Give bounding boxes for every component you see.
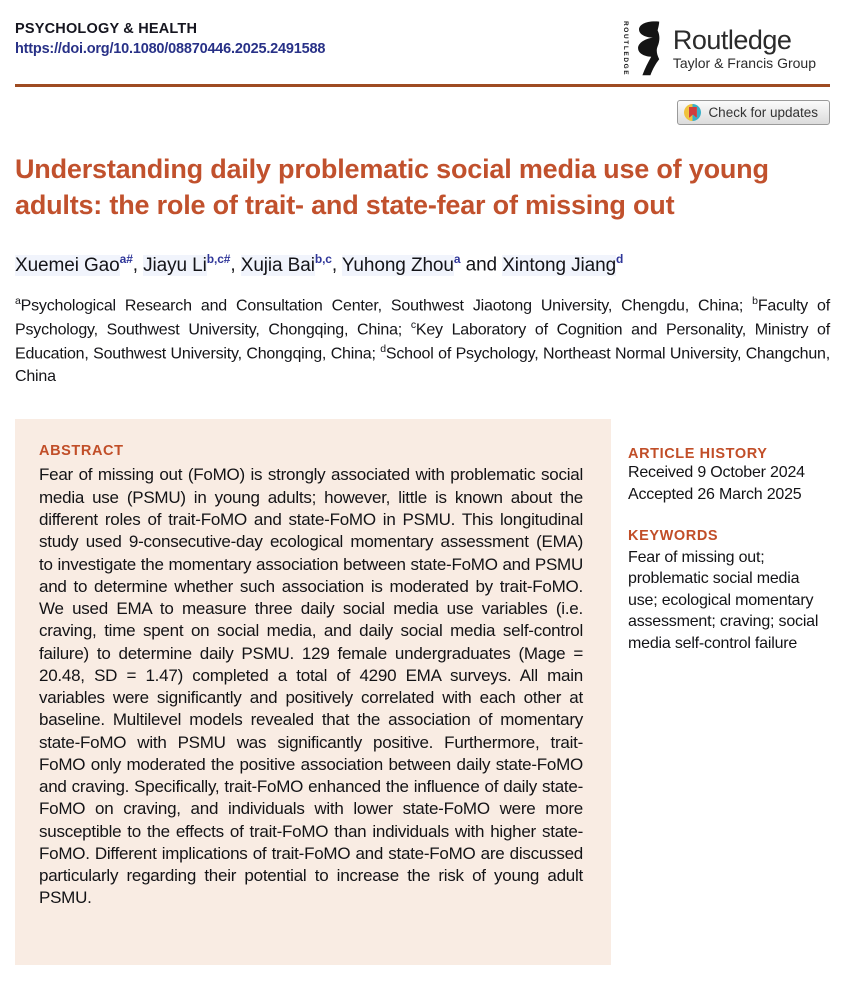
badge-row bbox=[15, 100, 830, 125]
abstract-body: Fear of missing out (FoMO) is strongly associated with problematic social media use (PSMU) in young adults; however, little is known about the different roles of trait-FoMO and state-FoMO in PSMU. This longitudinal study used 9-consecutive-day ecological momentary assessment (EMA) to investigate the momentary association between state-FoMO and PSMU and to determine whether such association is moderated by trait-FoMO. We used EMA to measure three daily social media use variables (i.e. craving, time spent on social media, and daily social media self-control failure) to determine daily PSMU. 129 female undergraduates (Mage = 20.48, SD = 1.47) completed a total of 4290 EMA surveys. All main variables were significantly and positively correlated with each other at baseline. Multilevel models revealed that the association of momentary state-FoMO with PSMU was significantly positive. Furthermore, trait-FoMO only moderated the positive association between daily state-FoMO and craving. Specifically, trait-FoMO enhanced the influence of daily state-FoMO on craving, and individuals with lower state-FoMO were more susceptible to the effects of trait-FoMO than individuals with higher state-FoMO. Different implications of trait-FoMO and state-FoMO are discussed particularly regarding their potential to increase the risk of young adult PSMU. bbox=[39, 465, 583, 908]
doi-link[interactable]: https://doi.org/10.1080/08870446.2025.2491588 bbox=[15, 41, 326, 58]
author-separator: , bbox=[331, 254, 342, 276]
author-affiliation-marker: a bbox=[453, 252, 461, 267]
keywords-heading: KEYWORDS bbox=[628, 527, 719, 544]
check-for-updates-label: Check for updates bbox=[708, 105, 818, 120]
keywords-text: Fear of missing out; problematic social media use; ecological momentary assessment; craving; social media self-control failure bbox=[628, 548, 819, 652]
author-name: Xintong Jiang bbox=[502, 254, 617, 276]
article-history-section bbox=[628, 446, 830, 505]
keywords-section bbox=[628, 528, 830, 655]
article-meta-sidebar bbox=[628, 419, 830, 965]
check-for-updates-button[interactable] bbox=[677, 100, 830, 125]
author-affiliation-marker: b,c# bbox=[206, 252, 231, 267]
affiliations bbox=[15, 294, 830, 389]
crossmark-bookmark-icon bbox=[689, 107, 697, 118]
routledge-wordmark bbox=[673, 20, 816, 71]
routledge-logo bbox=[622, 20, 816, 76]
header-divider bbox=[15, 84, 830, 87]
affiliation-marker: b bbox=[752, 294, 758, 307]
author-affiliation-marker: a# bbox=[119, 252, 133, 267]
affiliation-text: School of Psychology, Northeast Normal University, Changchun, China bbox=[15, 345, 830, 385]
author-name: Xujia Bai bbox=[240, 254, 315, 276]
author-affiliation-marker: b,c bbox=[314, 252, 332, 267]
routledge-r-icon bbox=[631, 20, 665, 76]
affiliation-marker: c bbox=[410, 318, 416, 331]
author-affiliation-marker: d bbox=[616, 252, 624, 267]
author-name: Yuhong Zhou bbox=[341, 254, 454, 276]
author-separator: and bbox=[460, 254, 503, 276]
routledge-brand-text: Routledge bbox=[672, 25, 792, 55]
journal-block bbox=[15, 20, 325, 59]
author-separator: , bbox=[230, 254, 241, 276]
accepted-date: Accepted 26 March 2025 bbox=[628, 486, 802, 504]
author-list bbox=[15, 252, 830, 276]
affiliation-text: Faculty of Psychology, Southwest University, Chongqing, China; bbox=[15, 296, 830, 338]
routledge-vertical-text: ROUTLEDGE bbox=[621, 21, 629, 77]
article-history-heading: ARTICLE HISTORY bbox=[628, 446, 768, 463]
author-name: Jiayu Li bbox=[143, 254, 207, 276]
affiliation-marker: d bbox=[380, 342, 386, 355]
author-separator: , bbox=[132, 254, 144, 276]
affiliation-text: Psychological Research and Consultation Center, Southwest Jiaotong University, Chengdu, China; bbox=[20, 296, 753, 314]
abstract-heading: ABSTRACT bbox=[39, 443, 124, 460]
author-name: Xuemei Gao bbox=[15, 254, 120, 276]
abstract-and-meta bbox=[15, 419, 830, 965]
article-title: Understanding daily problematic social media use of young adults: the role of trait- and state-fear of missing out bbox=[15, 154, 769, 220]
abstract-box bbox=[15, 419, 611, 965]
received-date: Received 9 October 2024 bbox=[628, 464, 805, 482]
routledge-logo-mark bbox=[622, 20, 665, 76]
journal-name: PSYCHOLOGY & HEALTH bbox=[15, 21, 198, 37]
taylor-francis-tagline: Taylor & Francis Group bbox=[672, 55, 816, 72]
page-header bbox=[15, 20, 830, 76]
crossmark-icon bbox=[684, 104, 701, 121]
affiliation-text: Key Laboratory of Cognition and Personality, Ministry of Education, Southwest University, Chongqing, China; bbox=[15, 320, 831, 362]
affiliation-marker: a bbox=[15, 294, 21, 307]
